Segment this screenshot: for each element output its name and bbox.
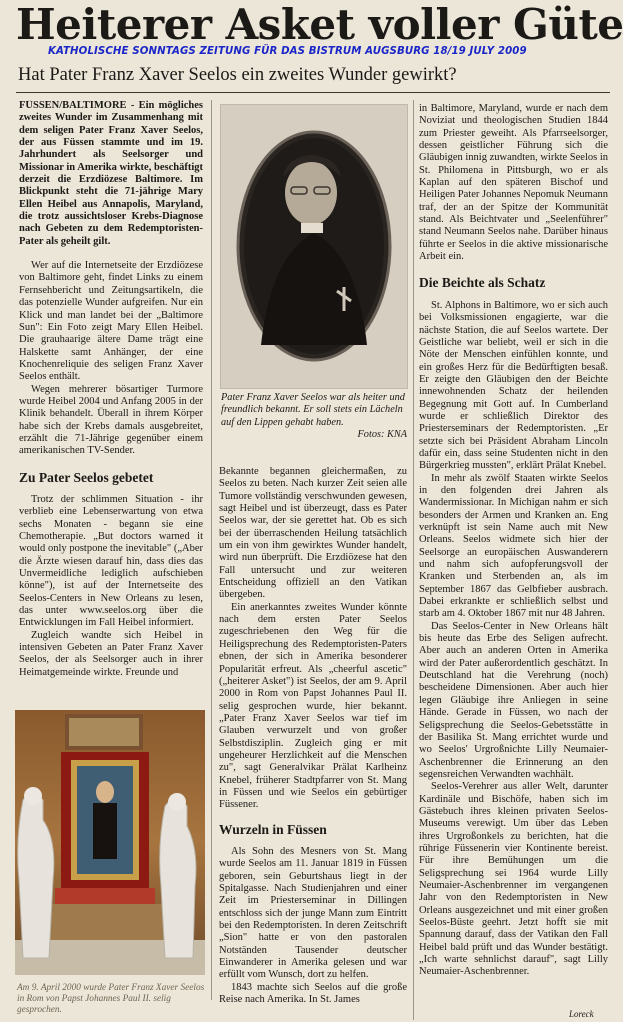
paragraph: In mehr als zwölf Staaten wirkte Seelos in den folgenden drei Jahren als Wandermissionar. In Michigan nahm er sich besonders der Armen und Kranken an. Eng verknüpft ist sein Name auch mit New Orleans. Seelos widmete sich hier der Seelsorge an europäischen Auswanderern und nahm sich aufopferungsvoll der Kranken und Sterbenden an, als im September 1867 das Gelbfieber ausbrach. Dabei erkrankte er schließlich selbst und starb am 4. Oktober 1867 mit nur 48 Jahren. (419, 472, 608, 620)
column-2 (219, 466, 407, 1022)
section-heading: Die Beichte als Schatz (419, 275, 546, 291)
section-heading: Zu Pater Seelos gebetet (19, 469, 154, 485)
portrait-caption-text: Pater Franz Xaver Seelos war als heiter und freundlich bekannt. Er soll stets ein Lächeln auf den Lippen gehabt haben. (221, 392, 405, 428)
column-1 (19, 100, 203, 705)
paragraph: Das Seelos-Center in New Orleans hält bis heute das Erbe des Seligen aufrecht. Aber auch an anderen Orten in Amerika wird der Pater außerordentlich geschätzt. In Deutschland hat die Verehrung (noch) bescheidene Dimensionen. Aber auch hier legen Gläubige ihre Anliegen in seine Hände. Gerade in Füssen, wo nach der Seligsprechung die Seelos-Gebetsstätte in der Basilika St. Mang errichtet wurde und wo Seelos' Urgroßnichte Lilly Neumaier-Aschenbrenner die Erinnerung an den segensreichen Verwandten wachhält. (419, 620, 608, 780)
portrait-caption (221, 392, 407, 441)
photo-caption: Am 9. April 2000 wurde Pater Franz Xaver Seelos in Rom von Papst Johannes Paul II. selig gesprochen. (17, 983, 205, 1015)
author-credit: Loreck (569, 1009, 594, 1019)
paragraph: Ein anerkanntes zweites Wunder könnte nach dem ersten Pater Seelos zugeschriebenen den Weg für die Heiligsprechung des Redemptoristen-Paters ebnen, der sich in Amerika besonderer Popularität erfreut. Als „cheerful ascetic" („heiterer Asket") ist Seelos, der am 9. April 2000 in Rom von Papst Johannes Paul II. selig gesprochen wurde, hier bekannt. „Pater Franz Xaver Seelos war tief im Glauben verwurzelt und von großer Selbstdisziplin. Zugleich ging er mit ungeheurer Herzlichkeit auf die Menschen zu", sagt Generalvikar Prälat Karlheinz Knebel, früherer Stadtpfarrer von St. Mang in Füssen und wie Seelos ein gebürtiger Füssener. (219, 601, 407, 811)
column-divider (211, 100, 212, 1000)
photo-credit: Fotos: KNA (357, 428, 407, 440)
paragraph: Zugleich wandte sich Heibel in intensiven Gebeten an Pater Franz Xaver Seelos, der als Seelsorger auch in ihrer Heimatgemeinde wirkte. Freunde und (19, 629, 203, 678)
paragraph: St. Alphons in Baltimore, wo er sich auch bei Volksmissionen engagierte, war die nächste Station, die auf Seelos wartete. Der Geistliche war beliebt, weil er sich in die Nöte der Menschen einfühlen konnte, und ein großes Herz für die Bedürftigten besaß. Er zeigte den Gläubigen den der Beichte innewohnenden Schatz der heilenden Begegnung mit Gott auf. In Cumberland wurde er schließlich Direktor des Priesterseminars der Redemptoristen. „Er setzte sich bei Präsident Abraham Lincoln dafür ein, dass seine Studenten nicht in den Bürgerkrieg mussten", erklärt Prälat Knebel. (419, 299, 608, 472)
section-heading: Wurzeln in Füssen (219, 821, 327, 837)
article-subtitle: Hat Pater Franz Xaver Seelos ein zweites Wunder gewirkt? (18, 65, 457, 85)
beatification-photo (15, 710, 205, 975)
beatification-image (15, 710, 205, 975)
column-3 (419, 103, 608, 1022)
article-title: Heiterer Asket voller Güte (16, 0, 623, 49)
column-divider (413, 100, 414, 1020)
divider (16, 92, 610, 93)
paragraph: Bekannte begannen gleichermaßen, zu Seelos zu beten. Nach kurzer Zeit seien alle Tumore vollständig verschwunden gewesen, sagt Heibel und ist überzeugt, dass es Pater Seelos war, der sie gerettet hat. Ob es sich bei der überraschenden Heilung tatsächlich um ein von ihm gewirktes Wunder handelt, wird nun überprüft. Die Erzdiözese hat den Fall untersucht und zur weiteren Entscheidung offiziell an den Vatikan übergeben. (219, 466, 407, 601)
paragraph: in Baltimore, Maryland, wurde er nach dem Noviziat und theologischen Studien 1844 zum Priester geweiht. Als Pfarrseelsorger, dessen geistlicher Führung sich die Gläubigen innig zuwandten, wirkte Seelos in St. Philomena in Pittsburgh, wo er als Kaplan auf den späteren Bischof und Heiligen Pater Johannes Nepomuk Neumann traf, der an der Spitze der Kommunität stand. Als Beichtvater und „Seelenführer" stand Neumann Seelos nahe. Darüber hinaus führte er Seelos in die aktive missionarische Arbeit ein. (419, 103, 608, 263)
paragraph: Wer auf die Internetseite der Erzdiözese von Baltimore geht, findet Links zu einem Fernsehbericht und Zeitungsartikeln, die das potenzielle Wunder aufgreifen. Nur ein Klick und man landet bei der „Baltimore Sun": Ein Foto zeigt Mary Ellen Heibel. Die grauhaarige ältere Dame trägt eine Halskette samt Anhänger, der eine Knochenreliquie des seligen Franz Xaver Seelos enthält. (19, 260, 203, 383)
source-line: KATHOLISCHE SONNTAGS ZEITUNG FÜR DAS BISTRUM AUGSBURG 18/19 JULY 2009 (48, 46, 527, 57)
paragraph: Trotz der schlimmen Situation - ihr verblieb eine Lebenserwartung von etwa sechs Monaten - begann sie eine Chemotherapie. „But doctors warned it would only postpone the inevitable" („Aber die Ärzte wiesen darauf hin, dass dies das Unvermeidliche lediglich aufschieben könne"), ist auf der Internetseite des Seelos-Centers in New Orleans zu lesen, das unter www.seelos.org über die Entwicklungen im Fall Heibel informiert. (19, 493, 203, 629)
paragraph: Seelos-Verehrer aus aller Welt, darunter Kardinäle und Bischöfe, haben sich im Gästebuch ihres kleinen privaten Seelos-Museums verewigt. Um über das Leben ihres Urgroßonkels zu berichten, hat die rührige Füssenerin vier Kontinente bereist. Für ihre Bemühungen um die Seligsprechung sei 1964 wurde Lilly Neumaier-Aschenbrenner im vergangenen Jahr von den Redemptoristen in New Orleans ausgezeichnet und mit einer großen Seelos-Büste geehrt. Jetzt hofft sie mit Spannung darauf, dass der Vatikan den Fall Heibel bald prüft und das Wunder bestätigt. „Ich warte sehnlichst darauf", sagt Lilly Neumaier-Aschenbrenner. (419, 781, 608, 978)
paragraph: Wegen mehrerer bösartiger Turmore wurde Heibel 2004 und Anfang 2005 in der Klinik behandelt. Überall in ihrem Körper habe sich der Krebs damals ausgebreitet, erzählt die 71-Jährige gegenüber einem amerikanischen TV-Sender. (19, 383, 203, 457)
portrait-image (221, 105, 407, 388)
paragraph: Als Sohn des Mesners von St. Mang wurde Seelos am 11. Januar 1819 in Füssen geboren, sein Geburtshaus liegt in der Spitalgasse. Nach Studienjahren und einer Zeit im Priesterseminar in Dillingen entschloss sich der junge Mann zum Eintritt bei den Redemptoristen. In deren Zeitschrift „Sion" hatte er von den pastoralen Notständen Tausender deutscher Einwanderer in Amerika gelesen und war erfüllt vom Wunsch, dort zu helfen. (219, 845, 407, 981)
paragraph: 1843 machte sich Seelos auf die große Reise nach Amerika. In St. James (219, 981, 407, 1006)
portrait-photo (220, 104, 408, 389)
lead-paragraph: FÜSSEN/BALTIMORE - Ein mögliches zweites Wunder im Zusammenhang mit dem seligen Pater Franz Xaver Seelos, der aus Füssen stammte und im 19. Jahrhundert als Seelsorger und Missionar in Amerika wirkte, beschäftigt derzeit die Erzdiözese Baltimore. Im Blickpunkt steht die 71-jährige Mary Ellen Heibel aus Annapolis, Maryland, die trotz aussichtsloser Krebs-Diagnose nach Gebeten zu dem Redemptoristen-Pater als geheilt gilt. (19, 100, 203, 247)
